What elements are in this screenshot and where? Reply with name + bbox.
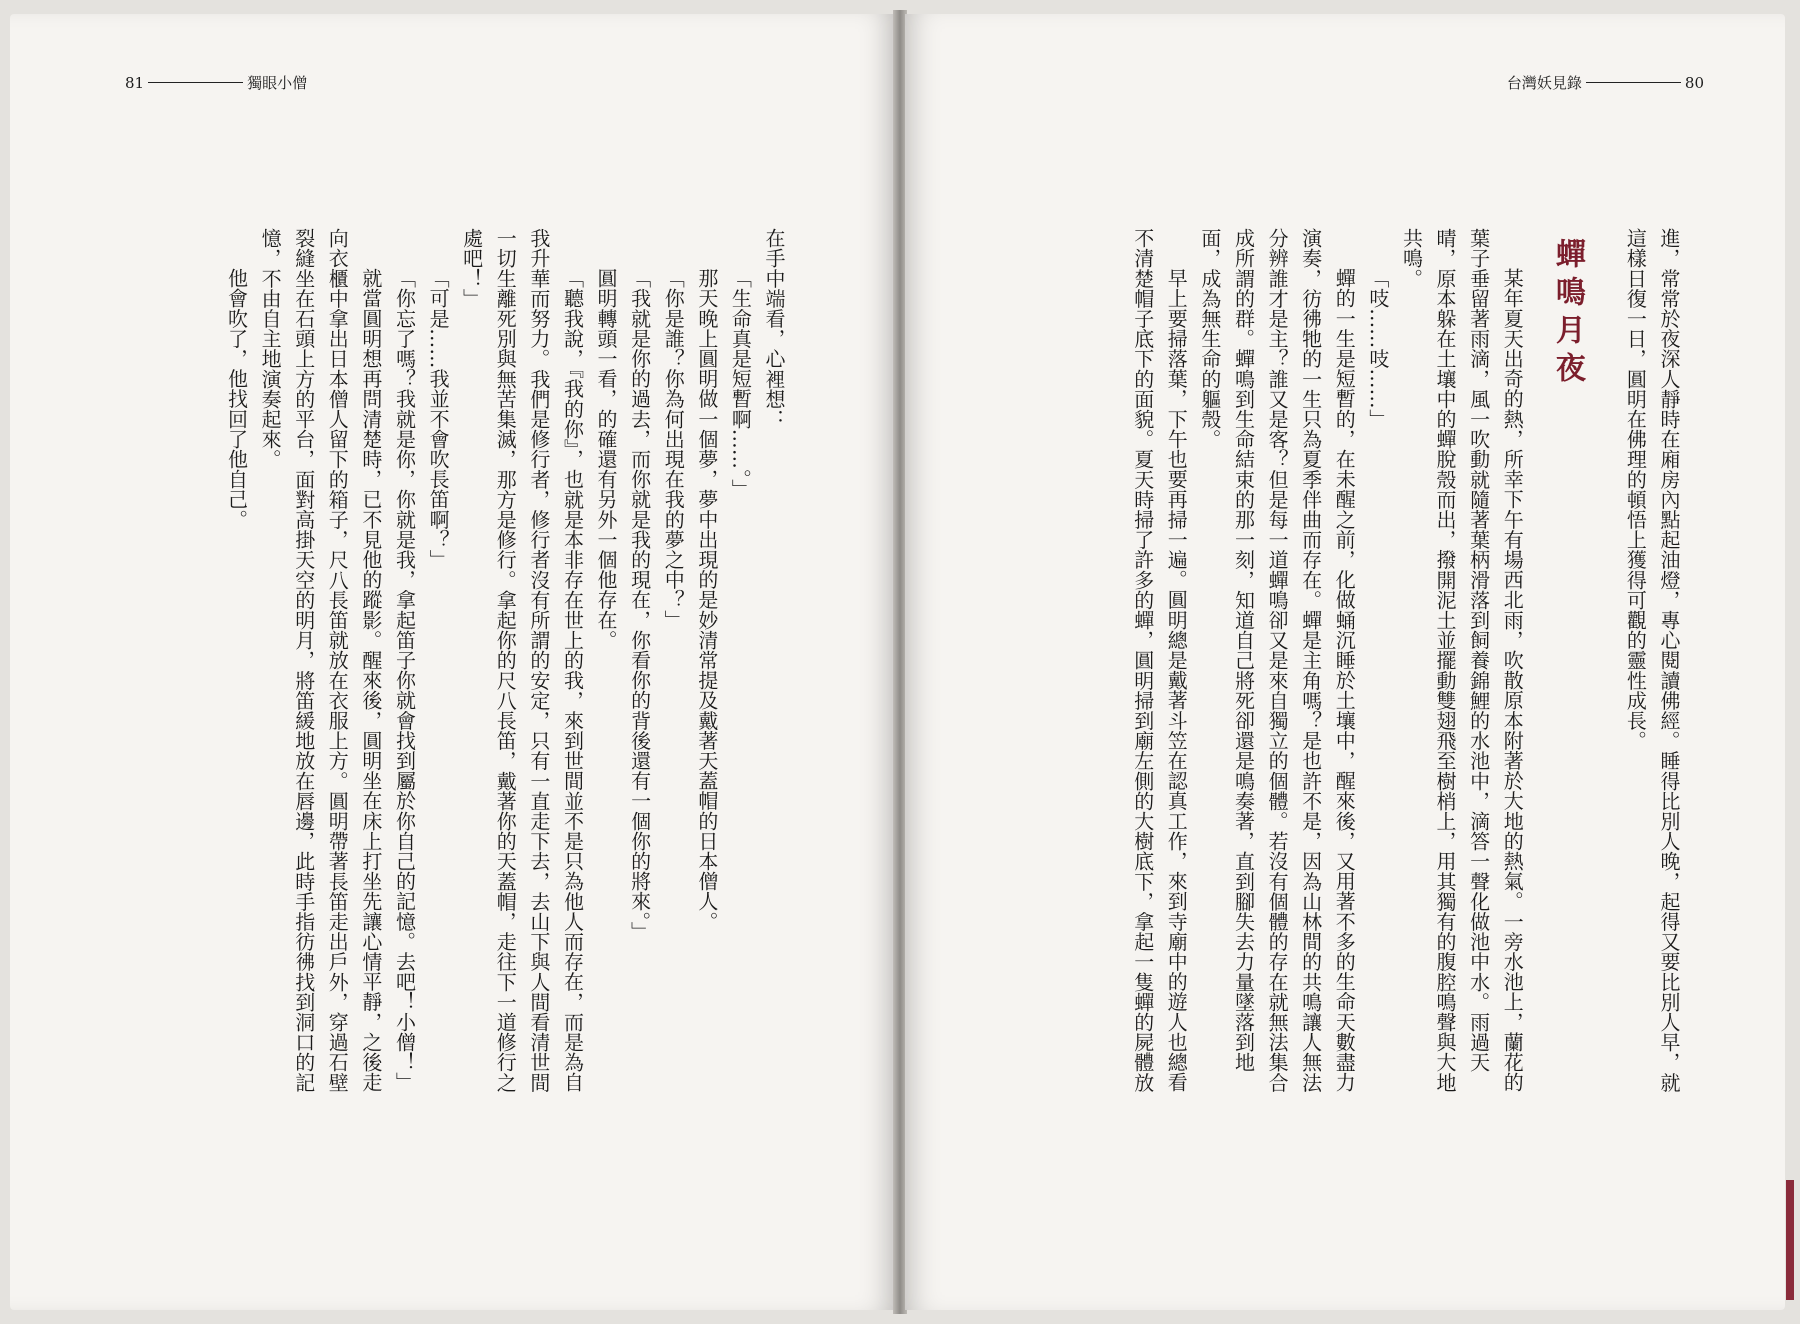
paragraph: 那天晚上圓明做一個夢，夢中出現的是妙清常提及戴著天蓋帽的日本僧人。 [694, 268, 719, 932]
right-page-number: 80 [1684, 73, 1704, 92]
paragraph: 「聽我說，『我的你』，也就是本非存在世上的我，來到世間並不是只為他人而存在，而是為自我升華而努力。我們是修行者，修行者沒有所謂的安定，只有一直走下去，去山下與人間看清世間一切生離死別與無苦集滅，那方是修行。拿起你的尺八長笛，戴著你的天蓋帽，走往下一道修行之處吧！」 [459, 228, 585, 1093]
paragraph: 某年夏天出奇的熱，所幸下午有場西北雨，吹散原本附著於大地的熱氣。一旁水池上，蘭花的葉子垂留著雨滴，風一吹動就隨著葉柄滑落到飼養錦鯉的水池中，滴答一聲化做池中水。雨過天晴，原本躲在土壤中的蟬脫殼而出，撥開泥土並擺動雙翅飛至樹梢上，用其獨有的腹腔鳴聲與大地共鳴。 [1399, 228, 1525, 1093]
paragraph: 「你是誰？你為何出現在我的夢之中？」 [661, 268, 686, 630]
right-running-title: 台灣妖見錄 [1506, 74, 1582, 92]
book-edge-ribbon [1786, 1180, 1794, 1300]
left-running-title: 獨眼小僧 [247, 74, 308, 92]
section-title: 蟬鳴月夜 [1549, 238, 1585, 390]
paragraph: 圓明轉頭一看，的確還有另外一個他存在。 [594, 268, 619, 650]
right-page-text [1005, 228, 1685, 1108]
right-running-head [1507, 72, 1704, 93]
paragraph: 蟬的一生是短暫的，在未醒之前，化做蛹沉睡於土壤中，醒來後，又用著不多的生命天數盡力演奏，彷彿牠的一生只為夏季伴曲而存在。蟬是主角嗎？是也許不是，因為山林間的共鳴讓人無法分辨誰才是主？誰又是客？但是每一道蟬鳴卻又是來自獨立的個體。若沒有個體的存在就無法集合成所謂的群。蟬鳴到生命結束的那一刻，知道自己將死卻還是鳴奏著，直到腳失去力量墜落到地面，成為無生命的軀殼。 [1197, 228, 1357, 1093]
paragraph: 「生命真是短暫啊……。」 [728, 268, 753, 500]
left-head-rule [148, 82, 243, 83]
paragraph: 「我就是你的過去，而你就是我的現在，你看你的背後還有一個你的將來。」 [627, 268, 652, 942]
paragraph: 在手中端看，心裡想： [762, 228, 786, 429]
left-page-text [170, 228, 790, 1108]
left-running-head [125, 72, 307, 93]
paragraph: 早上要掃落葉，下午也要再掃一遍。圓明總是戴著斗笠在認真工作，來到寺廟中的遊人也總看不清楚帽子底下的面貌。夏天時掃了許多的蟬，圓明掃到廟左側的大樹底下，拿起一隻蟬的屍體放 [1130, 228, 1189, 1093]
left-page-number: 81 [125, 73, 145, 92]
right-head-rule [1586, 82, 1681, 83]
paragraph: 「你忘了嗎？我就是你，你就是我，拿起笛子你就會找到屬於你自己的記憶。去吧！小僧！」 [392, 268, 417, 1093]
paragraph: 他會吹了，他找回了他自己。 [224, 268, 249, 530]
paragraph: 「吱……吱……」 [1365, 268, 1390, 429]
continuation-paragraph: 進，常常於夜深人靜時在廂房內點起油燈，專心閱讀佛經。睡得比別人晚，起得又要比別人早，就這樣日復一日，圓明在佛理的頓悟上獲得可觀的靈性成長。 [1623, 228, 1681, 1093]
paragraph: 「可是……我並不會吹長笛啊？」 [426, 268, 451, 570]
paragraph: 就當圓明想再問清楚時，已不見他的蹤影。醒來後，圓明坐在床上打坐先讓心情平靜，之後走向衣櫃中拿出日本僧人留下的箱子，尺八長笛就放在衣服上方。圓明帶著長笛走出戶外，穿過石壁裂縫坐在石頭上方的平台，面對高掛天空的明月，將笛緩地放在唇邊，此時手指彷彿找到洞口的記憶，不由自主地演奏起來。 [258, 228, 383, 1093]
